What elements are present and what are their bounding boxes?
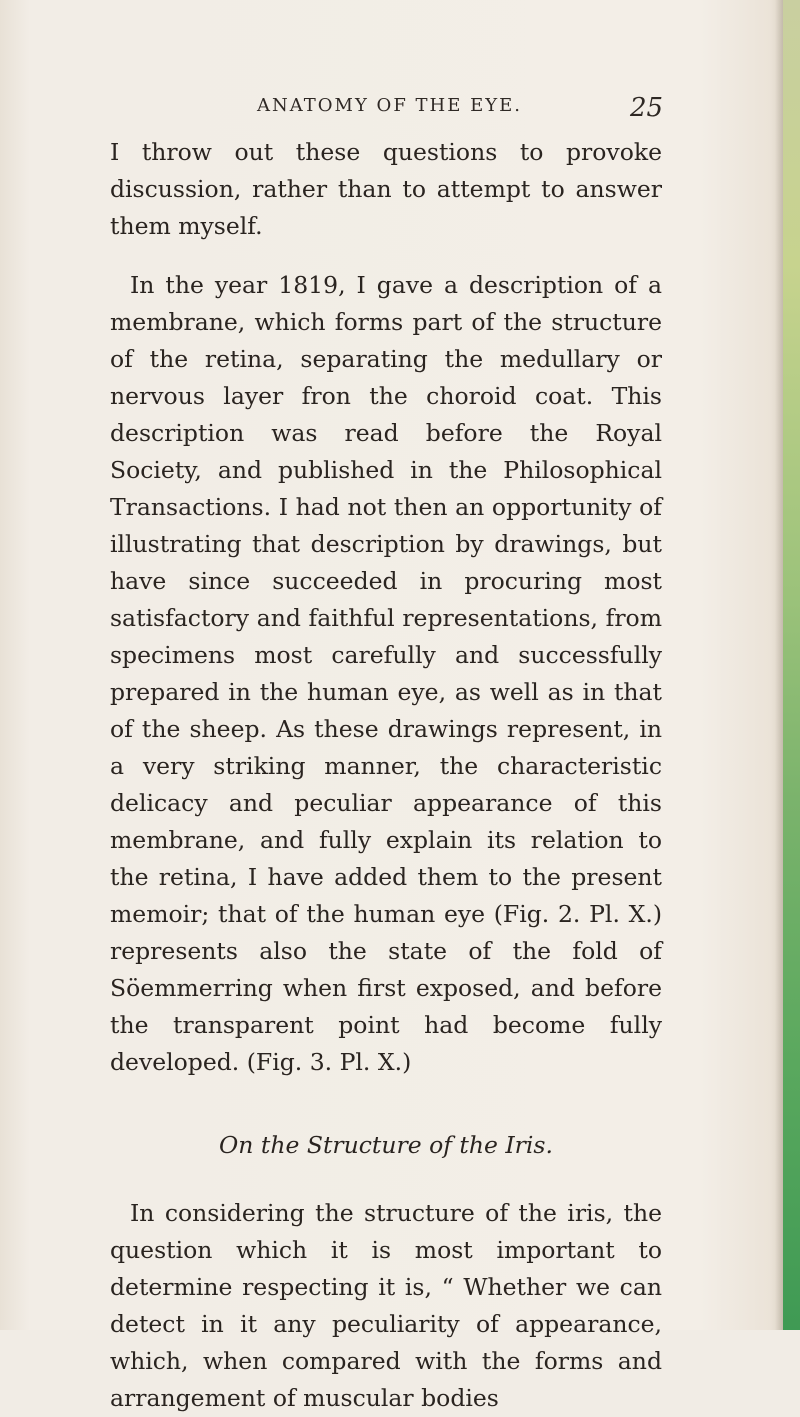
running-head: ANATOMY OF THE EYE. (257, 95, 522, 116)
page-edge-shadow (775, 0, 783, 1330)
page-edge-strip (783, 0, 800, 1330)
paragraph-membrane-description: In the year 1819, I gave a description of a membrane, which forms part of the structure of the retina, separating the medullary or nervous layer fron the choroid coat. This description was read before the Royal Society, and published in the Philosophical Transactions. I had not then an opportunity of illustrating that description by drawings, but have since succeeded in procuring most satisfactory and faithful representations, from specimens most carefully and successfully prepared in the human eye, as well as in that of the sheep. As these drawings represent, in a very striking manner, the characteristic delicacy and peculiar appearance of this membrane, and fully explain its relation to the retina, I have added them to the present memoir; that of the human eye (Fig. 2. Pl. X.) represents also the state of the fold of Söemmerring when first exposed, and before the transparent point had become fully developed. (Fig. 3. Pl. X.) (110, 271, 662, 1076)
paragraph-iris-structure: In considering the structure of the iris, the question which it is most important to determine respecting it is, “ Whether we can detect in it any peculiarity of appearance, which, when compared with the forms and arrangement of muscular bodies (110, 1199, 662, 1412)
body-text (110, 134, 662, 1417)
section-heading-iris: On the Structure of the Iris. (219, 1131, 553, 1159)
page-header (0, 93, 800, 127)
page-number: 25 (630, 93, 664, 123)
paragraph-questions: I throw out these questions to provoke discussion, rather than to attempt to answer them myself. (110, 138, 662, 240)
